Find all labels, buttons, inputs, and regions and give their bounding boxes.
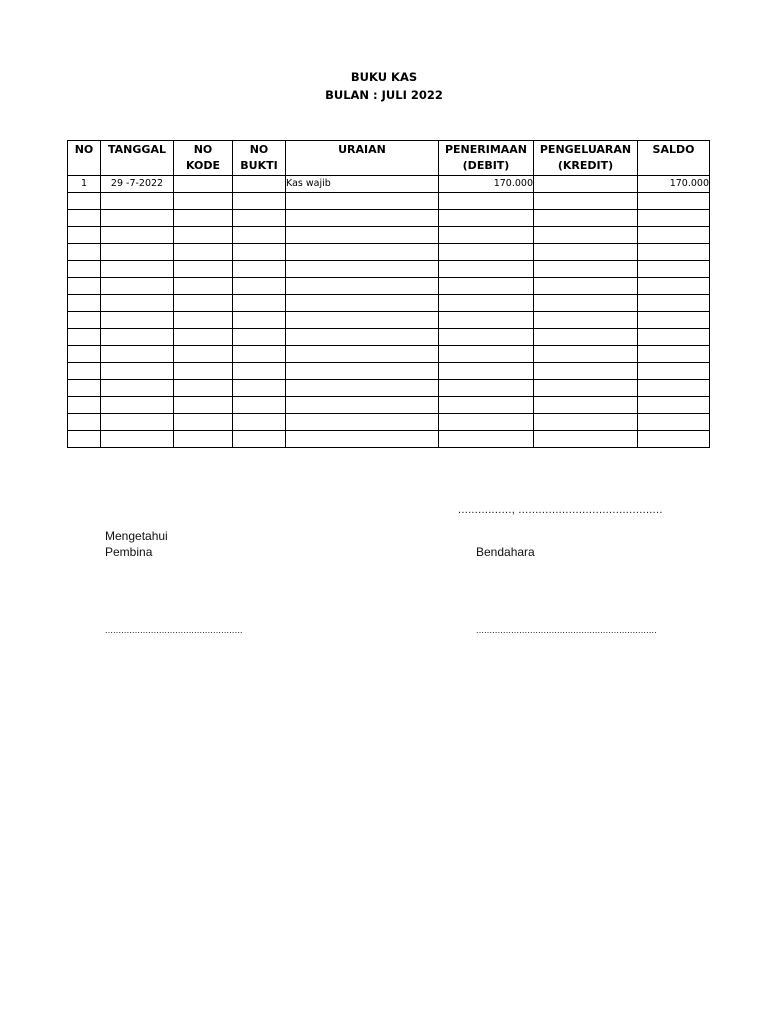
cell-no-bukti — [233, 414, 286, 431]
cell-debit — [439, 363, 534, 380]
cell-debit — [439, 261, 534, 278]
pembina-signature-line: ................................................... — [105, 625, 243, 635]
cell-kredit — [534, 346, 638, 363]
table-row — [68, 295, 710, 312]
cell-kredit — [534, 261, 638, 278]
cell-no-bukti — [233, 346, 286, 363]
cell-tanggal — [101, 312, 174, 329]
table-row — [68, 329, 710, 346]
cell-kredit — [534, 193, 638, 210]
cell-saldo — [638, 363, 710, 380]
cell-kredit — [534, 210, 638, 227]
cell-saldo — [638, 193, 710, 210]
cell-no-bukti — [233, 261, 286, 278]
cell-no — [68, 278, 101, 295]
cell-no-bukti — [233, 227, 286, 244]
cell-uraian — [286, 346, 439, 363]
cell-debit — [439, 193, 534, 210]
cell-no — [68, 329, 101, 346]
cell-kredit — [534, 244, 638, 261]
place-date-line: ................, ........................................... — [458, 504, 663, 516]
cell-uraian: Kas wajib — [286, 176, 439, 193]
cell-debit — [439, 278, 534, 295]
cell-no — [68, 363, 101, 380]
cell-tanggal — [101, 261, 174, 278]
cell-saldo — [638, 295, 710, 312]
cell-tanggal — [101, 295, 174, 312]
cell-tanggal — [101, 210, 174, 227]
table-row — [68, 193, 710, 210]
cell-uraian — [286, 244, 439, 261]
cell-tanggal — [101, 431, 174, 448]
column-header-label: TANGGAL — [108, 143, 166, 156]
cell-tanggal — [101, 380, 174, 397]
cell-tanggal — [101, 278, 174, 295]
bendahara-signature-line: ................................................................... — [476, 625, 657, 635]
cell-no — [68, 244, 101, 261]
table-row — [68, 278, 710, 295]
cell-no-kode — [174, 397, 233, 414]
column-header-tanggal — [101, 141, 174, 176]
cell-debit — [439, 346, 534, 363]
cell-uraian — [286, 193, 439, 210]
cell-no-bukti — [233, 380, 286, 397]
column-header-penerimaan — [439, 141, 534, 176]
table-row — [68, 176, 710, 193]
cell-no-kode — [174, 227, 233, 244]
cell-uraian — [286, 431, 439, 448]
cell-saldo — [638, 431, 710, 448]
cell-no-bukti — [233, 329, 286, 346]
cell-no-kode — [174, 414, 233, 431]
cell-debit — [439, 431, 534, 448]
cell-no-bukti — [233, 397, 286, 414]
cell-uraian — [286, 227, 439, 244]
cell-debit — [439, 210, 534, 227]
cell-uraian — [286, 312, 439, 329]
cell-no-bukti — [233, 210, 286, 227]
cell-no-kode — [174, 295, 233, 312]
table-row — [68, 261, 710, 278]
cell-saldo — [638, 397, 710, 414]
cell-saldo — [638, 227, 710, 244]
cell-tanggal — [101, 397, 174, 414]
cell-debit — [439, 329, 534, 346]
cell-no-bukti — [233, 295, 286, 312]
cell-no-kode — [174, 329, 233, 346]
cell-no — [68, 227, 101, 244]
cell-uraian — [286, 261, 439, 278]
table-row — [68, 431, 710, 448]
cell-debit — [439, 312, 534, 329]
cell-no-bukti — [233, 278, 286, 295]
column-header-no-kode — [174, 141, 233, 176]
cell-uraian — [286, 278, 439, 295]
cell-saldo — [638, 261, 710, 278]
column-header-no-bukti — [233, 141, 286, 176]
cell-debit — [439, 397, 534, 414]
cell-saldo: 170.000 — [638, 176, 710, 193]
table-row — [68, 397, 710, 414]
cell-no-bukti — [233, 244, 286, 261]
column-header-label: URAIAN — [338, 143, 386, 156]
cell-saldo — [638, 346, 710, 363]
cell-tanggal — [101, 193, 174, 210]
document-title: BUKU KAS — [350, 70, 418, 84]
cell-no-kode — [174, 431, 233, 448]
mengetahui-label: Mengetahui — [105, 529, 168, 543]
cell-uraian — [286, 295, 439, 312]
column-header-no — [68, 141, 101, 176]
cell-saldo — [638, 210, 710, 227]
cell-kredit — [534, 295, 638, 312]
table-row — [68, 312, 710, 329]
cell-no — [68, 295, 101, 312]
cell-no — [68, 397, 101, 414]
column-header-label: NO BUKTI — [240, 143, 278, 172]
cell-no-kode — [174, 244, 233, 261]
pembina-label: Pembina — [105, 545, 153, 559]
table-row — [68, 244, 710, 261]
cell-saldo — [638, 380, 710, 397]
cell-saldo — [638, 312, 710, 329]
cell-no — [68, 414, 101, 431]
table-row — [68, 210, 710, 227]
cell-no — [68, 346, 101, 363]
column-header-label: NO KODE — [185, 143, 221, 172]
cell-uraian — [286, 380, 439, 397]
cell-no-bukti — [233, 176, 286, 193]
cell-saldo — [638, 414, 710, 431]
cell-saldo — [638, 244, 710, 261]
column-header-label: NO — [74, 143, 94, 156]
cell-no-kode — [174, 261, 233, 278]
cell-no — [68, 380, 101, 397]
column-header-label: PENERIMAAN (DEBIT) — [444, 143, 528, 172]
cell-no-kode — [174, 210, 233, 227]
column-header-label: SALDO — [652, 143, 695, 156]
cell-no-kode — [174, 346, 233, 363]
bendahara-label: Bendahara — [476, 545, 535, 559]
cash-book-table — [67, 140, 710, 448]
column-header-uraian — [286, 141, 439, 176]
cell-uraian — [286, 363, 439, 380]
cell-kredit — [534, 329, 638, 346]
cell-kredit — [534, 397, 638, 414]
cell-debit — [439, 227, 534, 244]
cell-tanggal — [101, 414, 174, 431]
cell-kredit — [534, 227, 638, 244]
cell-no-bukti — [233, 312, 286, 329]
cell-uraian — [286, 210, 439, 227]
table-header-row — [68, 141, 710, 176]
cell-kredit — [534, 312, 638, 329]
cell-no — [68, 312, 101, 329]
cell-debit — [439, 295, 534, 312]
cell-tanggal: 29 -7-2022 — [101, 176, 174, 193]
cell-no-kode — [174, 363, 233, 380]
cell-no-kode — [174, 176, 233, 193]
cell-no-bukti — [233, 193, 286, 210]
cell-kredit — [534, 431, 638, 448]
cell-debit — [439, 380, 534, 397]
cell-no — [68, 431, 101, 448]
cell-uraian — [286, 397, 439, 414]
cell-kredit — [534, 176, 638, 193]
cell-no — [68, 193, 101, 210]
cell-saldo — [638, 278, 710, 295]
cell-no-kode — [174, 193, 233, 210]
cell-kredit — [534, 278, 638, 295]
cell-no — [68, 261, 101, 278]
cell-kredit — [534, 363, 638, 380]
cell-no-kode — [174, 380, 233, 397]
cell-tanggal — [101, 244, 174, 261]
cell-tanggal — [101, 227, 174, 244]
table-row — [68, 380, 710, 397]
cell-no-kode — [174, 312, 233, 329]
cell-tanggal — [101, 329, 174, 346]
column-header-label: PENGELUARAN (KREDIT) — [539, 143, 632, 172]
cell-kredit — [534, 380, 638, 397]
table-row — [68, 414, 710, 431]
table-row — [68, 227, 710, 244]
cell-saldo — [638, 329, 710, 346]
document-subtitle: BULAN : JULI 2022 — [325, 88, 443, 102]
table-row — [68, 346, 710, 363]
cell-tanggal — [101, 363, 174, 380]
cell-debit: 170.000 — [439, 176, 534, 193]
cell-tanggal — [101, 346, 174, 363]
table-row — [68, 363, 710, 380]
cell-debit — [439, 414, 534, 431]
column-header-pengeluaran — [534, 141, 638, 176]
cell-no-bukti — [233, 363, 286, 380]
cell-no — [68, 210, 101, 227]
cell-debit — [439, 244, 534, 261]
cell-no-kode — [174, 278, 233, 295]
cell-uraian — [286, 329, 439, 346]
cell-no-bukti — [233, 431, 286, 448]
cell-kredit — [534, 414, 638, 431]
cell-no: 1 — [68, 176, 101, 193]
cell-uraian — [286, 414, 439, 431]
column-header-saldo — [638, 141, 710, 176]
